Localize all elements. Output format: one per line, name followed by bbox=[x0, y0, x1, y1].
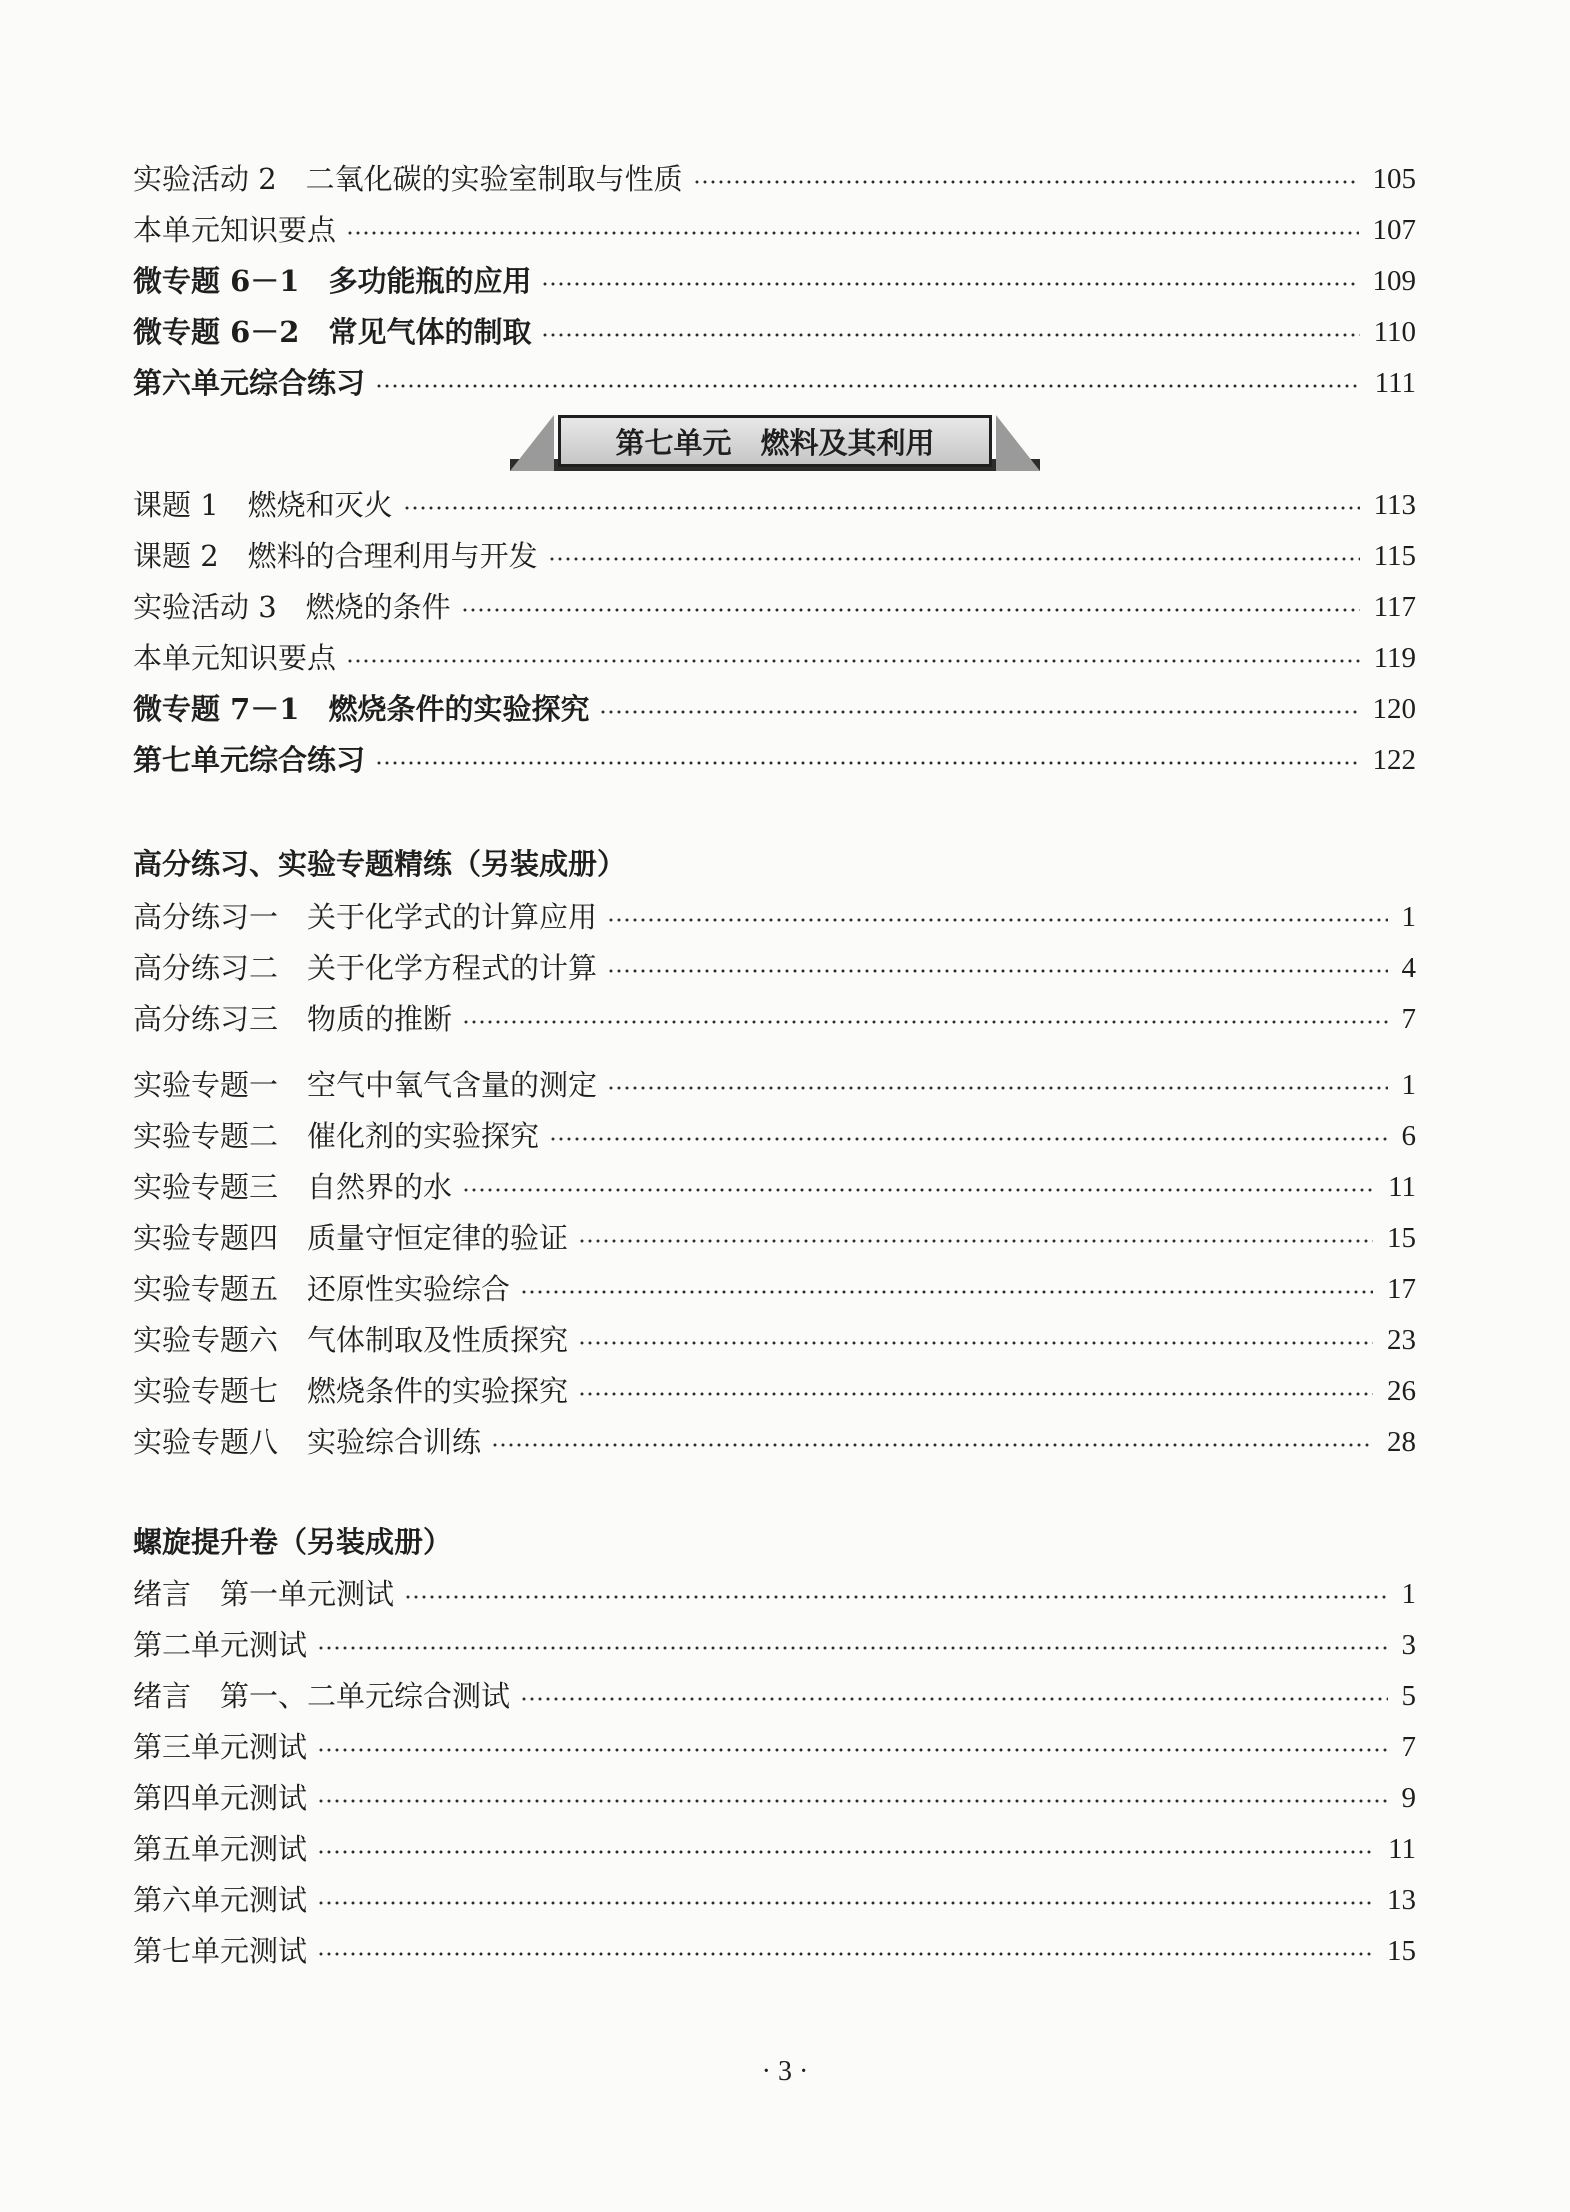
toc-entry-label: 课题 1 燃烧和灭火 bbox=[133, 488, 393, 522]
page-number: · 3 · bbox=[761, 2056, 809, 2087]
toc-entry-label: 实验活动 3 燃烧的条件 bbox=[133, 590, 451, 624]
dot-leader bbox=[404, 1595, 1387, 1599]
toc-entry-page: 115 bbox=[1373, 540, 1416, 572]
toc-entry bbox=[133, 362, 1416, 404]
dot-leader bbox=[549, 1137, 1387, 1141]
toc-entry-page: 4 bbox=[1401, 952, 1416, 984]
dot-leader bbox=[607, 969, 1387, 973]
toc-entry-page: 7 bbox=[1401, 1731, 1416, 1763]
banner-title: 第七单元 燃料及其利用 bbox=[558, 415, 992, 467]
dot-leader bbox=[520, 1290, 1373, 1294]
toc-entry-page: 15 bbox=[1387, 1222, 1416, 1254]
toc-entry-page: 111 bbox=[1374, 367, 1416, 399]
toc-entry-label: 实验专题四 质量守恒定律的验证 bbox=[133, 1221, 569, 1255]
toc-entry-page: 23 bbox=[1387, 1324, 1416, 1356]
toc-entry bbox=[133, 1268, 1416, 1310]
toc-entry bbox=[133, 1828, 1416, 1870]
toc-entry-label: 第四单元测试 bbox=[133, 1781, 308, 1815]
dot-leader bbox=[578, 1239, 1373, 1243]
toc-entry-label: 第三单元测试 bbox=[133, 1730, 308, 1764]
toc-entry-label: 实验专题七 燃烧条件的实验探究 bbox=[133, 1374, 569, 1408]
dot-leader bbox=[607, 918, 1387, 922]
dot-leader bbox=[317, 1850, 1374, 1854]
toc-entry bbox=[133, 637, 1416, 679]
toc-entry-label: 第七单元测试 bbox=[133, 1934, 308, 1968]
toc-entry-page: 9 bbox=[1401, 1782, 1416, 1814]
toc-entry-label: 第六单元测试 bbox=[133, 1883, 308, 1917]
dot-leader bbox=[520, 1697, 1387, 1701]
toc-entry bbox=[133, 688, 1416, 730]
toc-entry bbox=[133, 1726, 1416, 1768]
toc-entry-label: 本单元知识要点 bbox=[133, 213, 337, 247]
dot-leader bbox=[317, 1901, 1373, 1905]
section-title: 螺旋提升卷（另装成册） bbox=[133, 1525, 453, 1559]
dot-leader bbox=[403, 506, 1360, 510]
toc-entry bbox=[133, 1624, 1416, 1666]
toc-entry-label: 实验专题六 气体制取及性质探究 bbox=[133, 1323, 569, 1357]
toc-entry bbox=[133, 1166, 1416, 1208]
toc-entry-page: 119 bbox=[1373, 642, 1416, 674]
dot-leader bbox=[317, 1799, 1387, 1803]
toc-entry bbox=[133, 1421, 1416, 1463]
toc-entry bbox=[133, 1370, 1416, 1412]
toc-entry bbox=[133, 158, 1416, 200]
dot-leader bbox=[317, 1952, 1373, 1956]
toc-entry-page: 110 bbox=[1373, 316, 1416, 348]
toc-entry-page: 7 bbox=[1401, 1003, 1416, 1035]
section-title: 高分练习、实验专题精练（另装成册） bbox=[133, 847, 627, 881]
toc-entry-label: 实验专题二 催化剂的实验探究 bbox=[133, 1119, 540, 1153]
toc-entry bbox=[133, 1217, 1416, 1259]
toc-entry bbox=[133, 586, 1416, 628]
toc-entry-label: 高分练习一 关于化学式的计算应用 bbox=[133, 900, 598, 934]
toc-entry-label: 实验专题一 空气中氧气含量的测定 bbox=[133, 1068, 598, 1102]
toc-entry-page: 1 bbox=[1401, 901, 1416, 933]
toc-entry-label: 实验专题三 自然界的水 bbox=[133, 1170, 453, 1204]
toc-entry bbox=[133, 1675, 1416, 1717]
toc-entry-page: 5 bbox=[1401, 1680, 1416, 1712]
toc-entry bbox=[133, 1777, 1416, 1819]
dot-leader bbox=[346, 231, 1358, 235]
toc-entry-page: 17 bbox=[1387, 1273, 1416, 1305]
toc-entry-label: 微专题 6－2 常见气体的制取 bbox=[133, 315, 532, 349]
dot-leader bbox=[461, 608, 1360, 612]
toc-entry-label: 实验活动 2 二氧化碳的实验室制取与性质 bbox=[133, 162, 683, 196]
dot-leader bbox=[599, 710, 1358, 714]
toc-entry-page: 117 bbox=[1373, 591, 1416, 623]
toc-entry-label: 实验专题八 实验综合训练 bbox=[133, 1425, 482, 1459]
toc-entry-page: 6 bbox=[1401, 1120, 1416, 1152]
toc-entry-page: 107 bbox=[1372, 214, 1416, 246]
toc-entry-page: 120 bbox=[1372, 693, 1416, 725]
toc-entry bbox=[133, 535, 1416, 577]
toc-entry-label: 微专题 7－1 燃烧条件的实验探究 bbox=[133, 692, 590, 726]
dot-leader bbox=[693, 180, 1359, 184]
toc-entry-label: 绪言 第一、二单元综合测试 bbox=[133, 1679, 511, 1713]
dot-leader bbox=[375, 761, 1358, 765]
toc-entry bbox=[133, 311, 1416, 353]
toc-entry-page: 11 bbox=[1388, 1833, 1416, 1865]
toc-entry-label: 微专题 6－1 多功能瓶的应用 bbox=[133, 264, 532, 298]
toc-entry-label: 第七单元综合练习 bbox=[133, 743, 366, 777]
toc-entry bbox=[133, 1115, 1416, 1157]
toc-entry bbox=[133, 739, 1416, 781]
toc-entry-page: 1 bbox=[1401, 1069, 1416, 1101]
toc-entry-label: 第六单元综合练习 bbox=[133, 366, 366, 400]
toc-entry-page: 3 bbox=[1401, 1629, 1416, 1661]
dot-leader bbox=[317, 1748, 1387, 1752]
dot-leader bbox=[491, 1443, 1373, 1447]
toc-entry bbox=[133, 1319, 1416, 1361]
toc-entry-page: 1 bbox=[1401, 1578, 1416, 1610]
dot-leader bbox=[578, 1341, 1373, 1345]
toc-entry bbox=[133, 947, 1416, 989]
toc-entry bbox=[133, 260, 1416, 302]
toc-entry-page: 113 bbox=[1373, 489, 1416, 521]
toc-entry-page: 13 bbox=[1387, 1884, 1416, 1916]
dot-leader bbox=[548, 557, 1360, 561]
toc-entry-page: 28 bbox=[1387, 1426, 1416, 1458]
toc-entry bbox=[133, 896, 1416, 938]
unit-banner bbox=[510, 415, 1040, 481]
toc-entry-label: 绪言 第一单元测试 bbox=[133, 1577, 395, 1611]
toc-entry bbox=[133, 1064, 1416, 1106]
toc-entry bbox=[133, 1879, 1416, 1921]
dot-leader bbox=[578, 1392, 1373, 1396]
toc-entry-label: 第五单元测试 bbox=[133, 1832, 308, 1866]
dot-leader bbox=[541, 282, 1358, 286]
toc-entry-label: 第二单元测试 bbox=[133, 1628, 308, 1662]
toc-entry-label: 高分练习三 物质的推断 bbox=[133, 1002, 453, 1036]
toc-entry-label: 本单元知识要点 bbox=[133, 641, 337, 675]
dot-leader bbox=[541, 333, 1359, 337]
toc-entry-page: 122 bbox=[1372, 744, 1416, 776]
toc-entry bbox=[133, 1573, 1416, 1615]
toc-entry-label: 实验专题五 还原性实验综合 bbox=[133, 1272, 511, 1306]
banner-right-wing bbox=[996, 415, 1040, 471]
toc-entry bbox=[133, 209, 1416, 251]
dot-leader bbox=[607, 1086, 1387, 1090]
dot-leader bbox=[346, 659, 1360, 663]
toc-entry bbox=[133, 998, 1416, 1040]
dot-leader bbox=[462, 1020, 1387, 1024]
toc-entry bbox=[133, 484, 1416, 526]
toc-entry-page: 109 bbox=[1372, 265, 1416, 297]
dot-leader bbox=[317, 1646, 1387, 1650]
toc-entry-page: 105 bbox=[1372, 163, 1416, 195]
toc-entry-page: 11 bbox=[1388, 1171, 1416, 1203]
toc-entry bbox=[133, 1930, 1416, 1972]
dot-leader bbox=[462, 1188, 1374, 1192]
banner-left-wing bbox=[510, 415, 554, 471]
toc-entry-label: 课题 2 燃料的合理利用与开发 bbox=[133, 539, 538, 573]
dot-leader bbox=[375, 384, 1361, 388]
toc-entry-page: 15 bbox=[1387, 1935, 1416, 1967]
toc-entry-page: 26 bbox=[1387, 1375, 1416, 1407]
toc-entry-label: 高分练习二 关于化学方程式的计算 bbox=[133, 951, 598, 985]
